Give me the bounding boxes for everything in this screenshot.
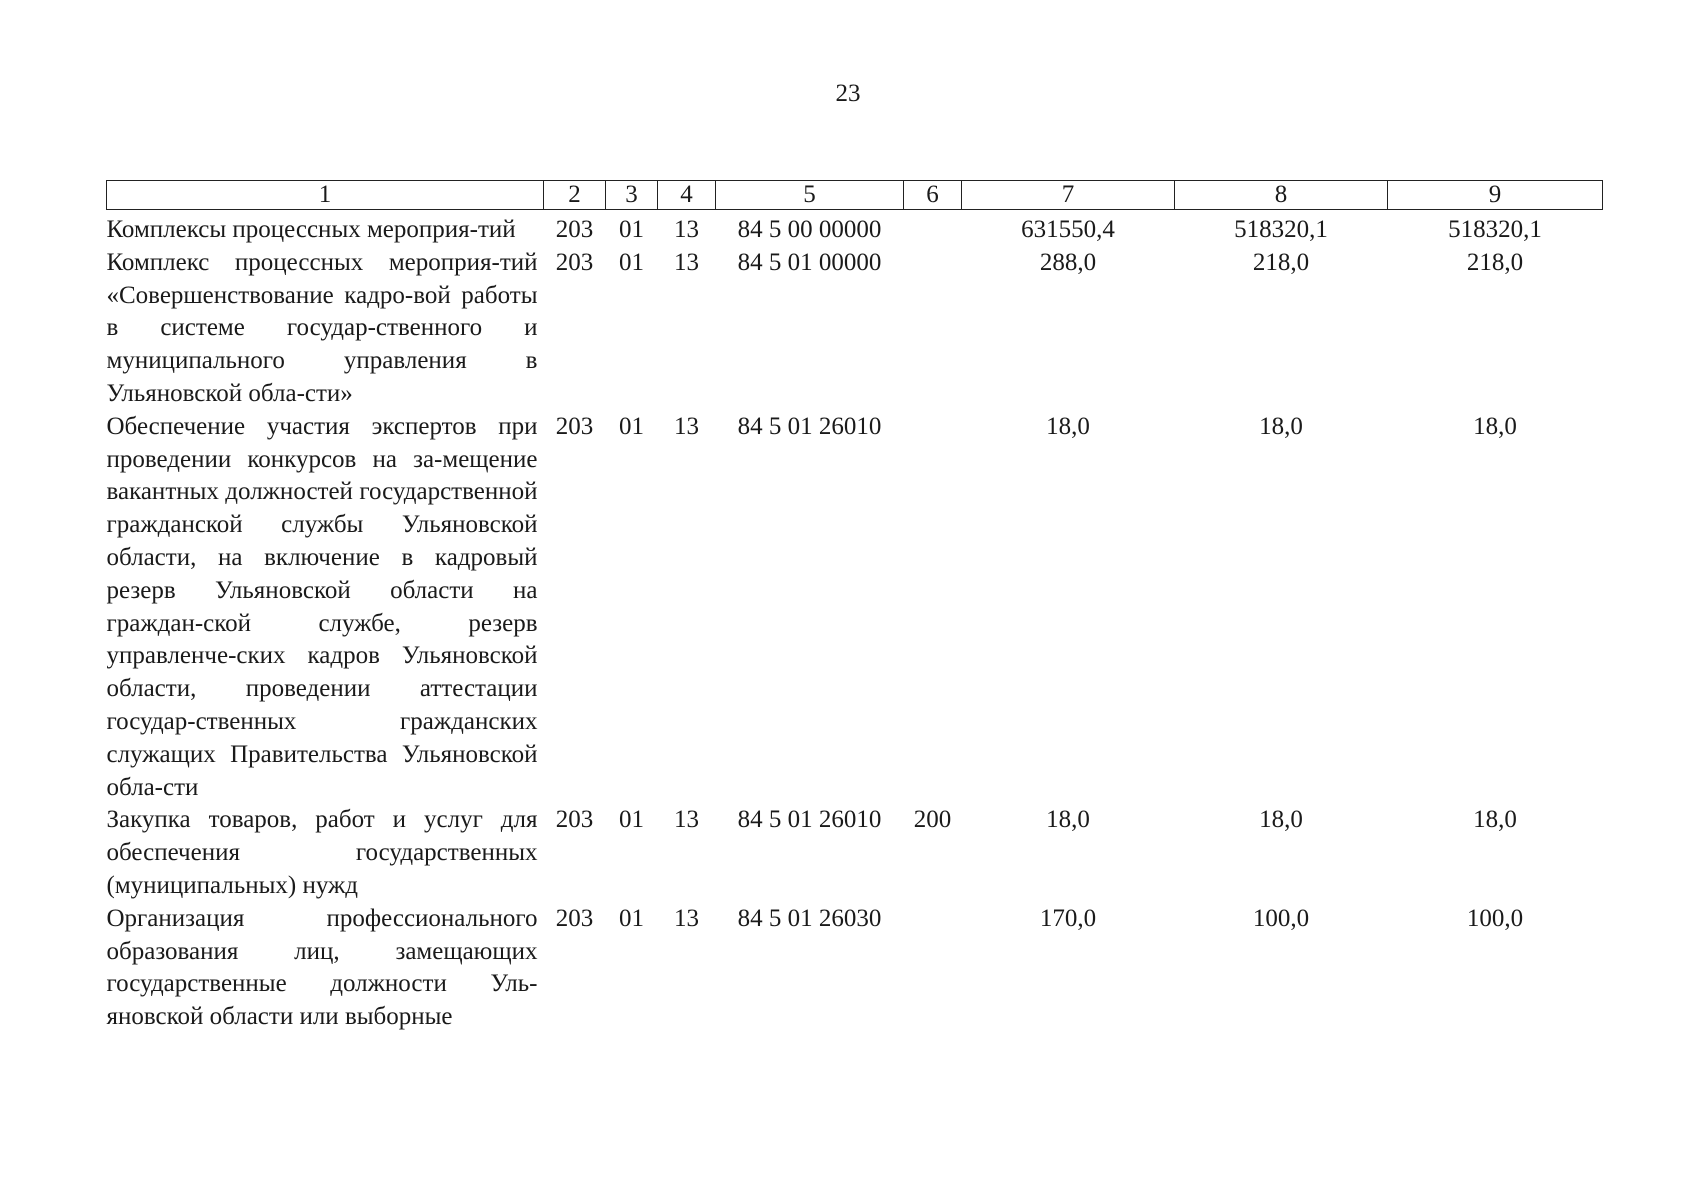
- cell-col-7: 18,0: [1046, 412, 1090, 440]
- cell-col-2: 203: [555, 412, 594, 440]
- cell-col-7: 288,0: [1039, 248, 1097, 276]
- cell-col-9: 218,0: [1466, 248, 1524, 276]
- row-name: Организация профессионального образования лиц, замещающих государственные должности Уль-яновской области или выборные: [106, 904, 538, 1031]
- cell-col-3: 01: [619, 248, 644, 276]
- cell-col-6: [904, 210, 962, 247]
- column-header-9: 9: [1388, 181, 1603, 210]
- cell-col-5: 84 5 01 00000: [737, 248, 882, 276]
- cell-col-2: 203: [555, 216, 594, 243]
- cell-col-5: 84 5 01 26010: [737, 806, 882, 834]
- column-header-4: 4: [658, 181, 716, 210]
- cell-col-2: 203: [555, 806, 594, 834]
- cell-col-7: 170,0: [1039, 904, 1097, 932]
- page-number: 23: [835, 80, 861, 107]
- column-header-3: 3: [606, 181, 658, 210]
- table-row: [107, 210, 1603, 247]
- column-header-2: 2: [544, 181, 606, 210]
- cell-col-8: 18,0: [1259, 806, 1303, 834]
- table-row: [107, 903, 1603, 1034]
- cell-col-6: [904, 411, 962, 805]
- column-header-8: 8: [1175, 181, 1388, 210]
- cell-col-4: 13: [674, 806, 699, 834]
- cell-col-4: 13: [674, 248, 699, 276]
- cell-col-3: 01: [619, 904, 644, 932]
- cell-col-8: 100,0: [1252, 904, 1310, 932]
- row-name: Комплексы процессных мероприя-тий: [106, 216, 516, 243]
- cell-col-9: 18,0: [1473, 412, 1517, 440]
- cell-col-8: 218,0: [1252, 248, 1310, 276]
- column-header-1: 1: [107, 181, 544, 210]
- column-number-row: [107, 181, 1603, 210]
- column-header-6: 6: [904, 181, 962, 210]
- row-name: Комплекс процессных мероприя-тий «Совершенствование кадро-вой работы в системе государ-ственного и муниципального управления в Ульяновской обла-сти»: [106, 248, 538, 407]
- row-name: Закупка товаров, работ и услуг для обеспечения государственных (муниципальных) нужд: [106, 806, 538, 899]
- cell-col-5: 84 5 01 26010: [737, 412, 882, 440]
- table-row: [107, 804, 1603, 902]
- cell-col-9: 100,0: [1466, 904, 1524, 932]
- cell-col-4: 13: [674, 412, 699, 440]
- cell-col-8: 18,0: [1259, 412, 1303, 440]
- cell-col-6: [904, 903, 962, 1034]
- table-row: [107, 247, 1603, 411]
- cell-col-5: 84 5 00 00000: [737, 216, 882, 243]
- cell-col-7: 631550,4: [1021, 216, 1115, 243]
- cell-col-4: 13: [674, 904, 699, 932]
- cell-col-7: 18,0: [1046, 806, 1090, 834]
- cell-col-3: 01: [619, 412, 644, 440]
- cell-col-6: [904, 247, 962, 411]
- cell-col-5: 84 5 01 26030: [737, 904, 882, 932]
- cell-col-6: 200: [913, 806, 952, 834]
- row-name: Обеспечение участия экспертов при проведении конкурсов на за-мещение вакантных должностей государственной гражданской службы Ульяновской области, на включение в кадровый резерв Ульяновской области на граждан-ской службе, резерв управленче-ских кадров Ульяновской области, проведении аттестации государ-ственных гражданских служащих Правительства Ульяновской обла-сти: [106, 412, 538, 801]
- column-header-5: 5: [716, 181, 904, 210]
- cell-col-3: 01: [619, 216, 644, 243]
- table-row: [107, 411, 1603, 805]
- cell-col-8: 518320,1: [1234, 216, 1328, 243]
- cell-col-2: 203: [555, 248, 594, 276]
- cell-col-9: 18,0: [1473, 806, 1517, 834]
- budget-table: [106, 180, 1603, 1034]
- cell-col-4: 13: [674, 216, 699, 243]
- cell-col-9: 518320,1: [1448, 216, 1542, 243]
- column-header-7: 7: [962, 181, 1175, 210]
- cell-col-2: 203: [555, 904, 594, 932]
- cell-col-3: 01: [619, 806, 644, 834]
